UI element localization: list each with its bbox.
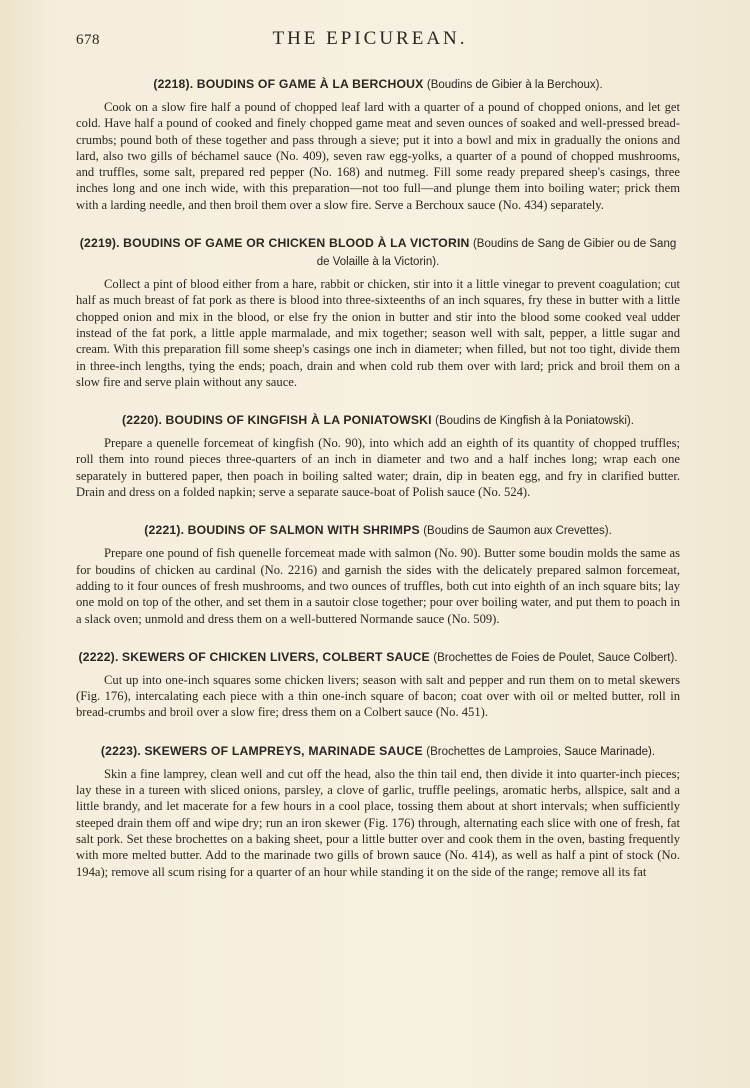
recipe-french-name: (Brochettes de Lamproies, Sauce Marinade). (426, 745, 656, 758)
recipe-number: (2218). (153, 77, 194, 91)
recipe-name: BOUDINS OF SALMON WITH SHRIMPS (187, 523, 420, 538)
recipe-2221 (76, 522, 680, 626)
recipe-body: Prepare a quenelle forcemeat of kingfish (No. 90), into which add an eighth of its quantity of chopped truffles; roll them into round pieces three-quarters of an inch in diameter and two and a half inches long; wrap each one separately in buttered paper, then poach in boiling salted water; drain, dip in beaten egg, and fry in clarified butter. Drain and dress on a folded napkin; serve a separate sauce-boat of Polish sauce (No. 524). (76, 436, 680, 500)
recipe-body: Cut up into one-inch squares some chicken livers; season with salt and pepper and run them on to metal skewers (Fig. 176), intercalating each piece with a thin one-inch square of bacon; coat over with oil or melted butter, roll in bread-crumbs and broil over a slow fire; dress them on a Colbert sauce (No. 451). (76, 672, 680, 720)
recipe-body: Prepare one pound of fish quenelle forcemeat made with salmon (No. 90). Butter some boudin molds the same as for boudins of chicken au cardinal (No. 2216) and garnish the sides with the delicately prepared salmon forcemeat, adding to it four ounces of fresh mushrooms, and two ounces of truffles, both cut into eighth of an inch square bits; lay one mold on top of the other, and set them in a sautoir close together; pour over boiling water, and put them to poach in a slack oven; unmold and dress them on a well-buttered Normande sauce (No. 509). (76, 546, 680, 626)
recipe-french-name: (Boudins de Kingfish à la Poniatowski). (435, 415, 634, 428)
recipe-2222 (76, 649, 680, 721)
recipe-number: (2221). (144, 523, 185, 538)
recipe-french-name: (Boudins de Saumon aux Crevettes). (423, 525, 612, 538)
recipe-number: (2222). (78, 649, 119, 664)
recipe-name: BOUDINS OF GAME À LA BERCHOUX (196, 77, 424, 91)
recipe-name: SKEWERS OF CHICKEN LIVERS, COLBERT SAUCE (121, 649, 430, 664)
recipe-title (76, 743, 680, 761)
recipe-2219 (76, 235, 680, 390)
recipe-number: (2219). (79, 236, 120, 251)
recipe-name: SKEWERS OF LAMPREYS, MARINADE SAUCE (144, 743, 423, 758)
recipe-title (76, 522, 680, 540)
recipe-body: Collect a pint of blood either from a hare, rabbit or chicken, stir into it a little vinegar to prevent coagulation; cut half as much breast of fat pork as there is blood into three-sixteenths of an inch squares, fry these in butter with a little chopped onion and mix in the blood, or else fry the onion in butter and stir into the blood some cooked veal udder instead of the fat pork, a little apple marmalade, and mix together; season well with salt, pepper, a little sugar and cream. With this preparation fill some sheep's casings one inch in diameter; when filled, but not too tight, divide them in three-inch lengths, tying the ends; poach, drain and when cold rub them over with lard; prick and broil them on a slow fire and serve plain without any sauce. (76, 277, 680, 389)
recipe-number: (2223). (100, 743, 141, 758)
running-title: THE EPICUREAN. (272, 28, 468, 49)
recipe-title (76, 235, 680, 271)
recipe-french-name: (Boudins de Gibier à la Berchoux). (426, 79, 603, 91)
recipe-2220 (76, 412, 680, 500)
recipe-french-name: (Boudins de Sang de Gibier ou de Sang de Volaille à la Victorin). (316, 238, 677, 269)
recipe-2223 (76, 743, 680, 880)
recipe-number: (2220). (122, 413, 163, 428)
recipe-french-name: (Brochettes de Foies de Poulet, Sauce Colbert). (433, 651, 678, 664)
recipe-name: BOUDINS OF KINGFISH À LA PONIATOWSKI (165, 413, 432, 428)
recipe-2218 (76, 76, 680, 213)
recipe-title (76, 412, 680, 430)
recipe-body: Cook on a slow fire half a pound of chopped leaf lard with a quarter of a pound of chopped onions, and let get cold. Have half a pound of cooked and finely chopped game meat and seven ounces of soaked and well-pressed bread-crumbs; pound both of these together and pass through a sieve; put it into a bowl and mix in gradually the onions and lard, also two gills of béchamel sauce (No. 409), seven raw egg-yolks, a quarter of a pound of chopped mushrooms, and truffles, some salt, prepared red pepper (No. 168) and nutmeg. Fill some ready prepared sheep's casings, three inches long and one inch wide, with this preparation—not too full—and plunge them into boiling water; prick them with a larding needle, and then broil them over a slow fire. Serve a Berchoux sauce (No. 434) separately. (76, 100, 680, 212)
recipe-name: BOUDINS OF GAME OR CHICKEN BLOOD À LA VICTORIN (123, 236, 470, 251)
recipe-title (76, 76, 680, 94)
recipe-title (76, 649, 680, 667)
page-number: 678 (76, 32, 100, 48)
recipe-body: Skin a fine lamprey, clean well and cut off the head, also the thin tail end, then divide it into quarter-inch pieces; lay these in a tureen with sliced onions, parsley, a clove of garlic, truffle peelings, aromatic herbs, allspice, salt and a little brandy, and let macerate for a few hours in a cool place, tossing them about at short intervals; when sufficiently steeped drain them off and wipe dry; run an iron skewer (Fig. 176) through, alternating each slice with one of fresh, fat salt pork. Set these brochettes on a baking sheet, pour a little butter over and cook them in the oven, basting frequently with more melted butter. Add to the marinade two gills of brown sauce (No. 414), as well as half a pint of stock (No. 194a); remove all scum rising for a quarter of an hour while standing it on the side of the range; remove all its fat (76, 766, 680, 879)
running-head (76, 28, 680, 54)
